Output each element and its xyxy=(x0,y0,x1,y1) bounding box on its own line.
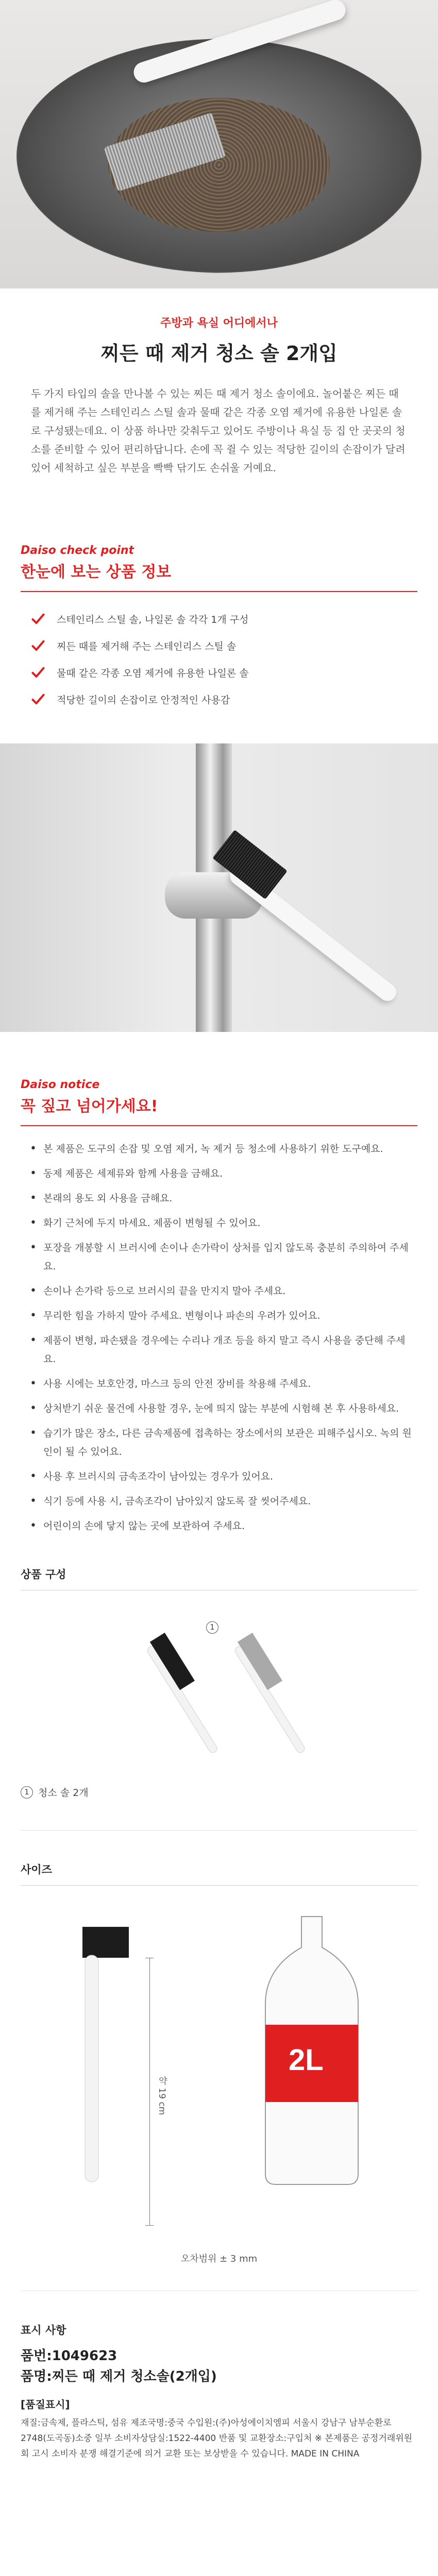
list-item: • 제품이 변형, 파손됐을 경우에는 수리나 개조 등을 하지 말고 즉시 사용을 중단해 주세요. xyxy=(26,1331,412,1368)
brushes-illustration xyxy=(21,1606,417,1771)
size-illustration xyxy=(21,1906,417,2195)
list-item xyxy=(31,659,417,686)
list-item: • 상처받기 쉬운 물건에 사용할 경우, 눈에 띄지 않는 부분에 시험해 본 후 사용하세요. xyxy=(26,1399,412,1418)
notice-header xyxy=(21,1078,417,1126)
list-item: • 습기가 많은 장소, 다른 금속제품에 접촉하는 장소에서의 보관은 피해주십시오. 녹의 원인이 될 수 있어요. xyxy=(26,1424,412,1461)
checkpoint-item-label: 물때 같은 각종 오염 제거에 유용한 나일론 솔 xyxy=(57,667,249,679)
checkpoint-item-label: 적당한 길이의 손잡이로 안정적인 사용감 xyxy=(57,694,230,706)
components-image xyxy=(21,1606,417,1771)
size-length-label: 약 19 cm xyxy=(157,2076,167,2115)
label-heading: 표시 사항 xyxy=(21,2324,66,2336)
list-item: • 포장을 개봉할 시 브러시에 손이나 손가락이 상처를 입지 않도록 충분히 주의하여 주세요. xyxy=(26,1239,412,1276)
size-image xyxy=(21,1906,417,2195)
list-item: • 식기 등에 사용 시, 금속조각이 남아있지 않도록 잘 씻어주세요. xyxy=(26,1492,412,1511)
list-item: • 사용 시에는 보호안경, 마스크 등의 안전 장비를 착용해 주세요. xyxy=(26,1375,412,1393)
list-item: • 손이나 손가락 등으로 브러시의 끝을 만지지 말아 주세요. xyxy=(26,1282,412,1300)
size-tolerance: 오차범위 ± 3 mm xyxy=(21,2251,417,2291)
components-caption xyxy=(21,1785,417,1831)
notice-title-en: Daiso notice xyxy=(21,1078,100,1091)
component-number-badge: 1 xyxy=(206,1621,218,1634)
label-section xyxy=(0,2322,438,2493)
list-item: • 사용 후 브러시의 금속조각이 남아있는 경우가 있어요. xyxy=(26,1467,412,1486)
components-heading: 상품 구성 xyxy=(21,1566,417,1590)
intro-section xyxy=(0,289,438,498)
checkpoint-item-label: 스테인리스 스틸 솔, 나일론 솔 각각 1개 구성 xyxy=(57,614,249,625)
checkpoint-title-en: Daiso check point xyxy=(21,544,134,557)
product-number: 품번:1049623 xyxy=(21,2348,117,2364)
checkpoint-header xyxy=(21,544,417,592)
product-title: 찌든 때 제거 청소 솔 2개입 xyxy=(100,342,338,365)
size-heading: 사이즈 xyxy=(21,1861,417,1886)
quality-label-title: [품질표시] xyxy=(21,2398,70,2411)
list-item: • 화기 근처에 두지 마세요. 제품이 변형될 수 있어요. xyxy=(26,1214,412,1232)
component-caption-text: 청소 솔 2개 xyxy=(38,1787,89,1799)
checkmark-icon xyxy=(31,665,45,680)
list-item xyxy=(31,632,417,659)
notice-title-ko: 꼭 짚고 넘어가세요! xyxy=(21,1097,158,1115)
list-item: • 어린이의 손에 닿지 않는 곳에 보관하여 주세요. xyxy=(26,1517,412,1535)
size-dimension-line xyxy=(149,1958,150,2226)
checkmark-icon xyxy=(31,692,45,706)
quality-label-text: 재질:금속제, 플라스틱, 섬유 제조국명:중국 수입원:(주)아성에이치엠피 서울시 강남구 남부순환로 2748(도곡동)소중 일부 소비자상담실:1522-4400 반품 및 교환장소:구입처 ※ 본제품은 공정거래위원회 고시 소비자 분쟁 해결기준에 의거 교환 또는 보상받을 수 있습니다. MADE IN CHINA xyxy=(21,2418,413,2459)
component-number-badge: 1 xyxy=(21,1786,33,1799)
list-item: • 동제 제품은 세제류와 함께 사용을 금해요. xyxy=(26,1164,412,1183)
notice-list xyxy=(21,1126,417,1535)
list-item xyxy=(31,686,417,713)
product-description: 두 가지 타입의 솔을 만나볼 수 있는 찌든 때 제거 청소 솔이에요. 놀어붙은 찌든 때를 제거해 주는 스테인리스 스틸 솔과 물때 같은 각종 오염 제거에 유용한 나일론 솔로 구성됐는데요. 이 상품 하나만 갖춰두고 있어도 주방이나 욕실 등 집 안 곳곳의 청소를 준비할 수 있어 편리하답니다. 손에 꼭 쥘 수 있는 적당한 길이의 손잡이가 달려 있어 세척하고 싶은 부분을 빡빡 닦기도 손쉬울 거예요. xyxy=(31,387,406,474)
list-item: • 본래의 용도 외 사용을 금해요. xyxy=(26,1189,412,1208)
checkpoint-title-ko: 한눈에 보는 상품 정보 xyxy=(21,563,172,581)
intro-eyebrow: 주방과 욕실 어디에서나 xyxy=(160,317,278,330)
list-item: • 무리한 힘을 가하지 말아 주세요. 변형이나 파손의 우려가 있어요. xyxy=(26,1307,412,1325)
bottle-label: 2L xyxy=(289,2043,324,2077)
list-item xyxy=(31,605,417,632)
label-info xyxy=(21,2344,417,2493)
size-section xyxy=(0,1861,438,2291)
checkpoint-list xyxy=(21,592,417,713)
components-section xyxy=(0,1566,438,1831)
checkpoint-section xyxy=(0,544,438,713)
hero-photo xyxy=(0,0,438,289)
checkmark-icon xyxy=(31,612,45,626)
list-item: • 본 제품은 도구의 손잡 및 오염 제거, 녹 제거 등 청소에 사용하기 위한 도구예요. xyxy=(26,1140,412,1158)
product-name: 품명:찌든 때 제거 청소솔(2개입) xyxy=(21,2369,217,2384)
checkmark-icon xyxy=(31,638,45,653)
shower-photo xyxy=(0,743,438,1032)
notice-section xyxy=(0,1078,438,1535)
checkpoint-item-label: 찌든 때를 제거해 주는 스테인리스 스틸 솔 xyxy=(57,640,237,652)
